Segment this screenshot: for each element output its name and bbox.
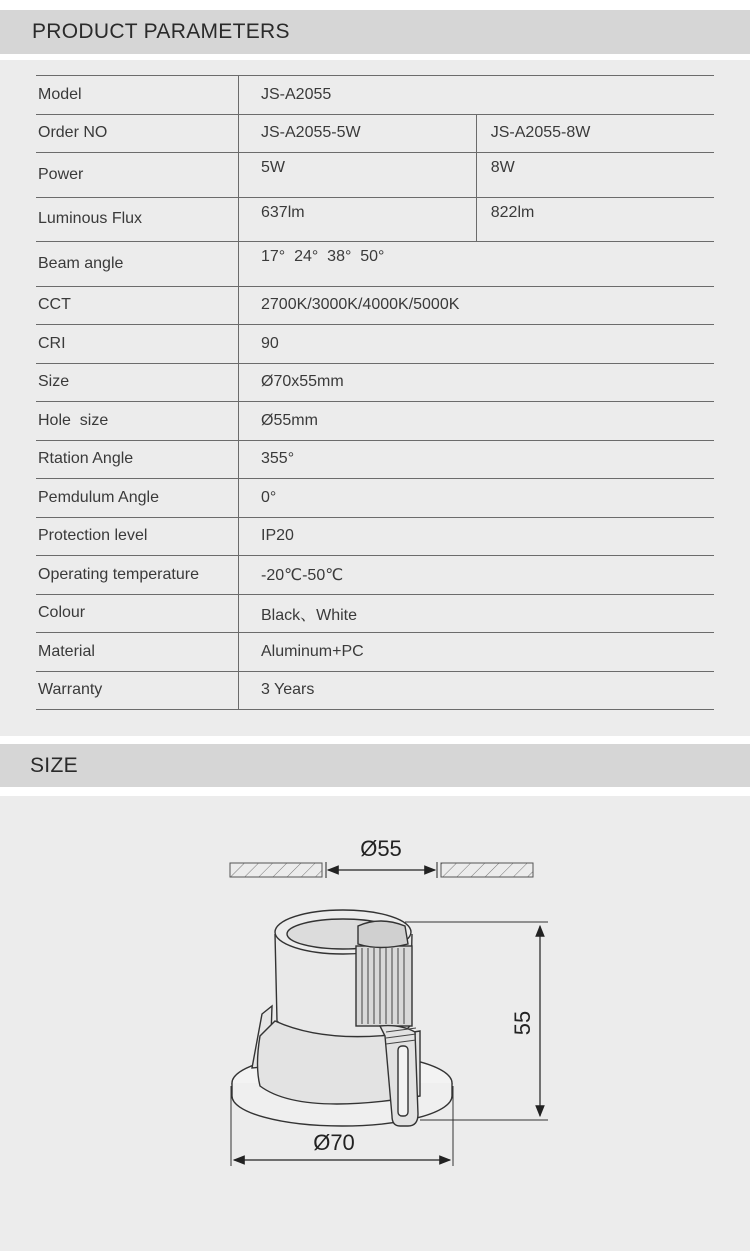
table-row — [36, 114, 714, 153]
row-value: -20℃-50℃ — [239, 556, 715, 595]
row-label: Size — [36, 363, 239, 402]
table-row — [36, 363, 714, 402]
size-panel — [0, 796, 750, 1251]
row-value: 5W — [239, 153, 477, 198]
row-value: JS-A2055 — [239, 76, 715, 115]
diameter-dimension-label: Ø70 — [313, 1130, 355, 1155]
row-label: Hole size — [36, 402, 239, 441]
table-row — [36, 402, 714, 441]
parameters-table — [36, 75, 714, 710]
row-value: 0° — [239, 479, 715, 518]
table-row — [36, 153, 714, 198]
table-row — [36, 325, 714, 364]
size-header — [0, 744, 750, 787]
row-label: Luminous Flux — [36, 197, 239, 242]
row-value: Ø55mm — [239, 402, 715, 441]
row-label: Material — [36, 633, 239, 672]
table-row — [36, 479, 714, 518]
row-label: Rtation Angle — [36, 440, 239, 479]
table-row — [36, 242, 714, 287]
table-row — [36, 197, 714, 242]
row-value: JS-A2055-5W — [239, 114, 477, 153]
product-parameters-title: PRODUCT PARAMETERS — [32, 20, 290, 43]
row-label: CCT — [36, 286, 239, 325]
table-row — [36, 517, 714, 556]
dimension-drawing — [0, 796, 750, 1251]
row-value: 17° 24° 38° 50° — [239, 242, 715, 287]
table-row — [36, 594, 714, 633]
row-value: 355° — [239, 440, 715, 479]
table-row — [36, 556, 714, 595]
row-value: 3 Years — [239, 671, 715, 710]
table-row — [36, 286, 714, 325]
product-parameters-header — [0, 10, 750, 54]
row-value: Aluminum+PC — [239, 633, 715, 672]
row-value: 8W — [476, 153, 714, 198]
table-row — [36, 633, 714, 672]
row-label: Power — [36, 153, 239, 198]
row-label: Order NO — [36, 114, 239, 153]
row-label: Operating temperature — [36, 556, 239, 595]
size-title: SIZE — [30, 753, 78, 777]
row-label: Warranty — [36, 671, 239, 710]
row-value: 637lm — [239, 197, 477, 242]
downlight-icon — [232, 910, 452, 1126]
parameters-panel — [0, 60, 750, 736]
row-value: 2700K/3000K/4000K/5000K — [239, 286, 715, 325]
height-dimension-label: 55 — [510, 1010, 535, 1036]
hole-dimension-label: Ø55 — [360, 836, 402, 861]
table-row — [36, 671, 714, 710]
row-label: Model — [36, 76, 239, 115]
row-label: Beam angle — [36, 242, 239, 287]
ceiling-cutout — [230, 862, 533, 878]
row-label: Protection level — [36, 517, 239, 556]
row-value: 90 — [239, 325, 715, 364]
row-value: IP20 — [239, 517, 715, 556]
row-value: Ø70x55mm — [239, 363, 715, 402]
row-label: Colour — [36, 594, 239, 633]
table-row — [36, 76, 714, 115]
row-value: 822lm — [476, 197, 714, 242]
row-value: JS-A2055-8W — [476, 114, 714, 153]
row-label: Pemdulum Angle — [36, 479, 239, 518]
row-value: Black、White — [239, 594, 715, 633]
table-row — [36, 440, 714, 479]
row-label: CRI — [36, 325, 239, 364]
